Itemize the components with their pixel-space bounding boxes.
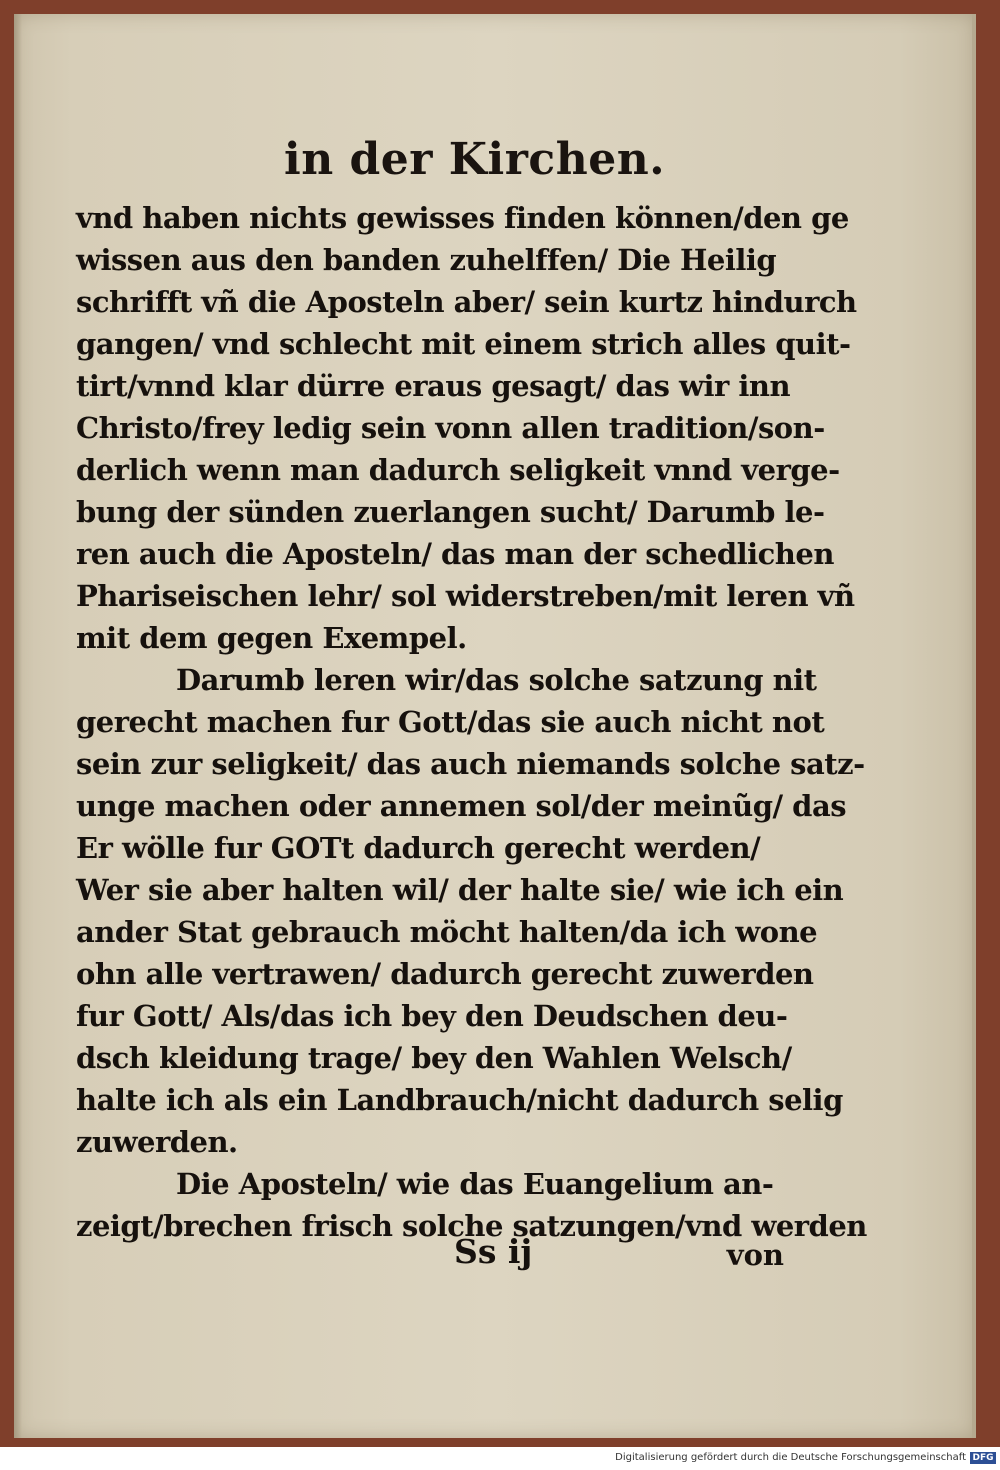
page-edge [972,14,976,1438]
paragraph-first-line: Die Aposteln/ wie das Euangelium an- [176,1167,774,1201]
dfg-logo-icon: DFG [970,1452,996,1464]
catchword: von [726,1238,784,1272]
text-line: ren auch die Aposteln/ das man der schedlichen [76,537,834,571]
text-line: Christo/frey ledig sein vonn allen tradition/son- [76,411,825,445]
page-gutter-shadow [14,14,22,1438]
text-line: bung der sünden zuerlangen sucht/ Darumb le- [76,495,825,529]
text-line: zuwerden. [76,1125,238,1159]
text-line: sein zur seligkeit/ das auch niemands solche satz- [76,747,865,781]
text-line: Wer sie aber halten wil/ der halte sie/ wie ich ein [76,873,844,907]
paragraph-first-line: Darumb leren wir/das solche satzung nit [176,663,817,697]
text-line: ohn alle vertrawen/ dadurch gerecht zuwerden [76,957,814,991]
text-line: mit dem gegen Exempel. [76,621,467,655]
text-line: tirt/vnnd klar dürre eraus gesagt/ das wir inn [76,369,791,403]
text-line: unge machen oder annemen sol/der meinũg/ das [76,789,847,823]
text-line: fur Gott/ Als/das ich bey den Deudschen deu- [76,999,788,1033]
text-line: ander Stat gebrauch möcht halten/da ich wone [76,915,818,949]
text-line: vnd haben nichts gewisses finden können/den ge [76,201,849,235]
signature-line [454,1232,784,1276]
signature-mark: Ss ij [454,1232,533,1271]
text-line: gangen/ vnd schlecht mit einem strich alles quit- [76,327,851,361]
text-line: schrifft vñ die Aposteln aber/ sein kurtz hindurch [76,285,857,319]
text-line: dsch kleidung trage/ bey den Wahlen Welsch/ [76,1041,792,1075]
text-line: Er wölle fur GOTt dadurch gerecht werden/ [76,831,761,865]
text-line: zeigt/brechen frisch solche satzungen/vnd werden [76,1209,867,1243]
text-line: gerecht machen fur Gott/das sie auch nicht not [76,705,825,739]
book-page [14,14,976,1438]
text-line: halte ich als ein Landbrauch/nicht dadurch selig [76,1083,843,1117]
text-line: Phariseischen lehr/ sol widerstreben/mit leren vñ [76,579,855,613]
text-line: wissen aus den banden zuhelffen/ Die Heilig [76,243,777,277]
running-head: in der Kirchen. [284,134,666,185]
text-line: derlich wenn man dadurch seligkeit vnnd verge- [76,453,840,487]
funding-credit: Digitalisierung gefördert durch die Deutsche Forschungsgemeinschaft [615,1452,966,1463]
footer-bar [0,1447,1000,1470]
